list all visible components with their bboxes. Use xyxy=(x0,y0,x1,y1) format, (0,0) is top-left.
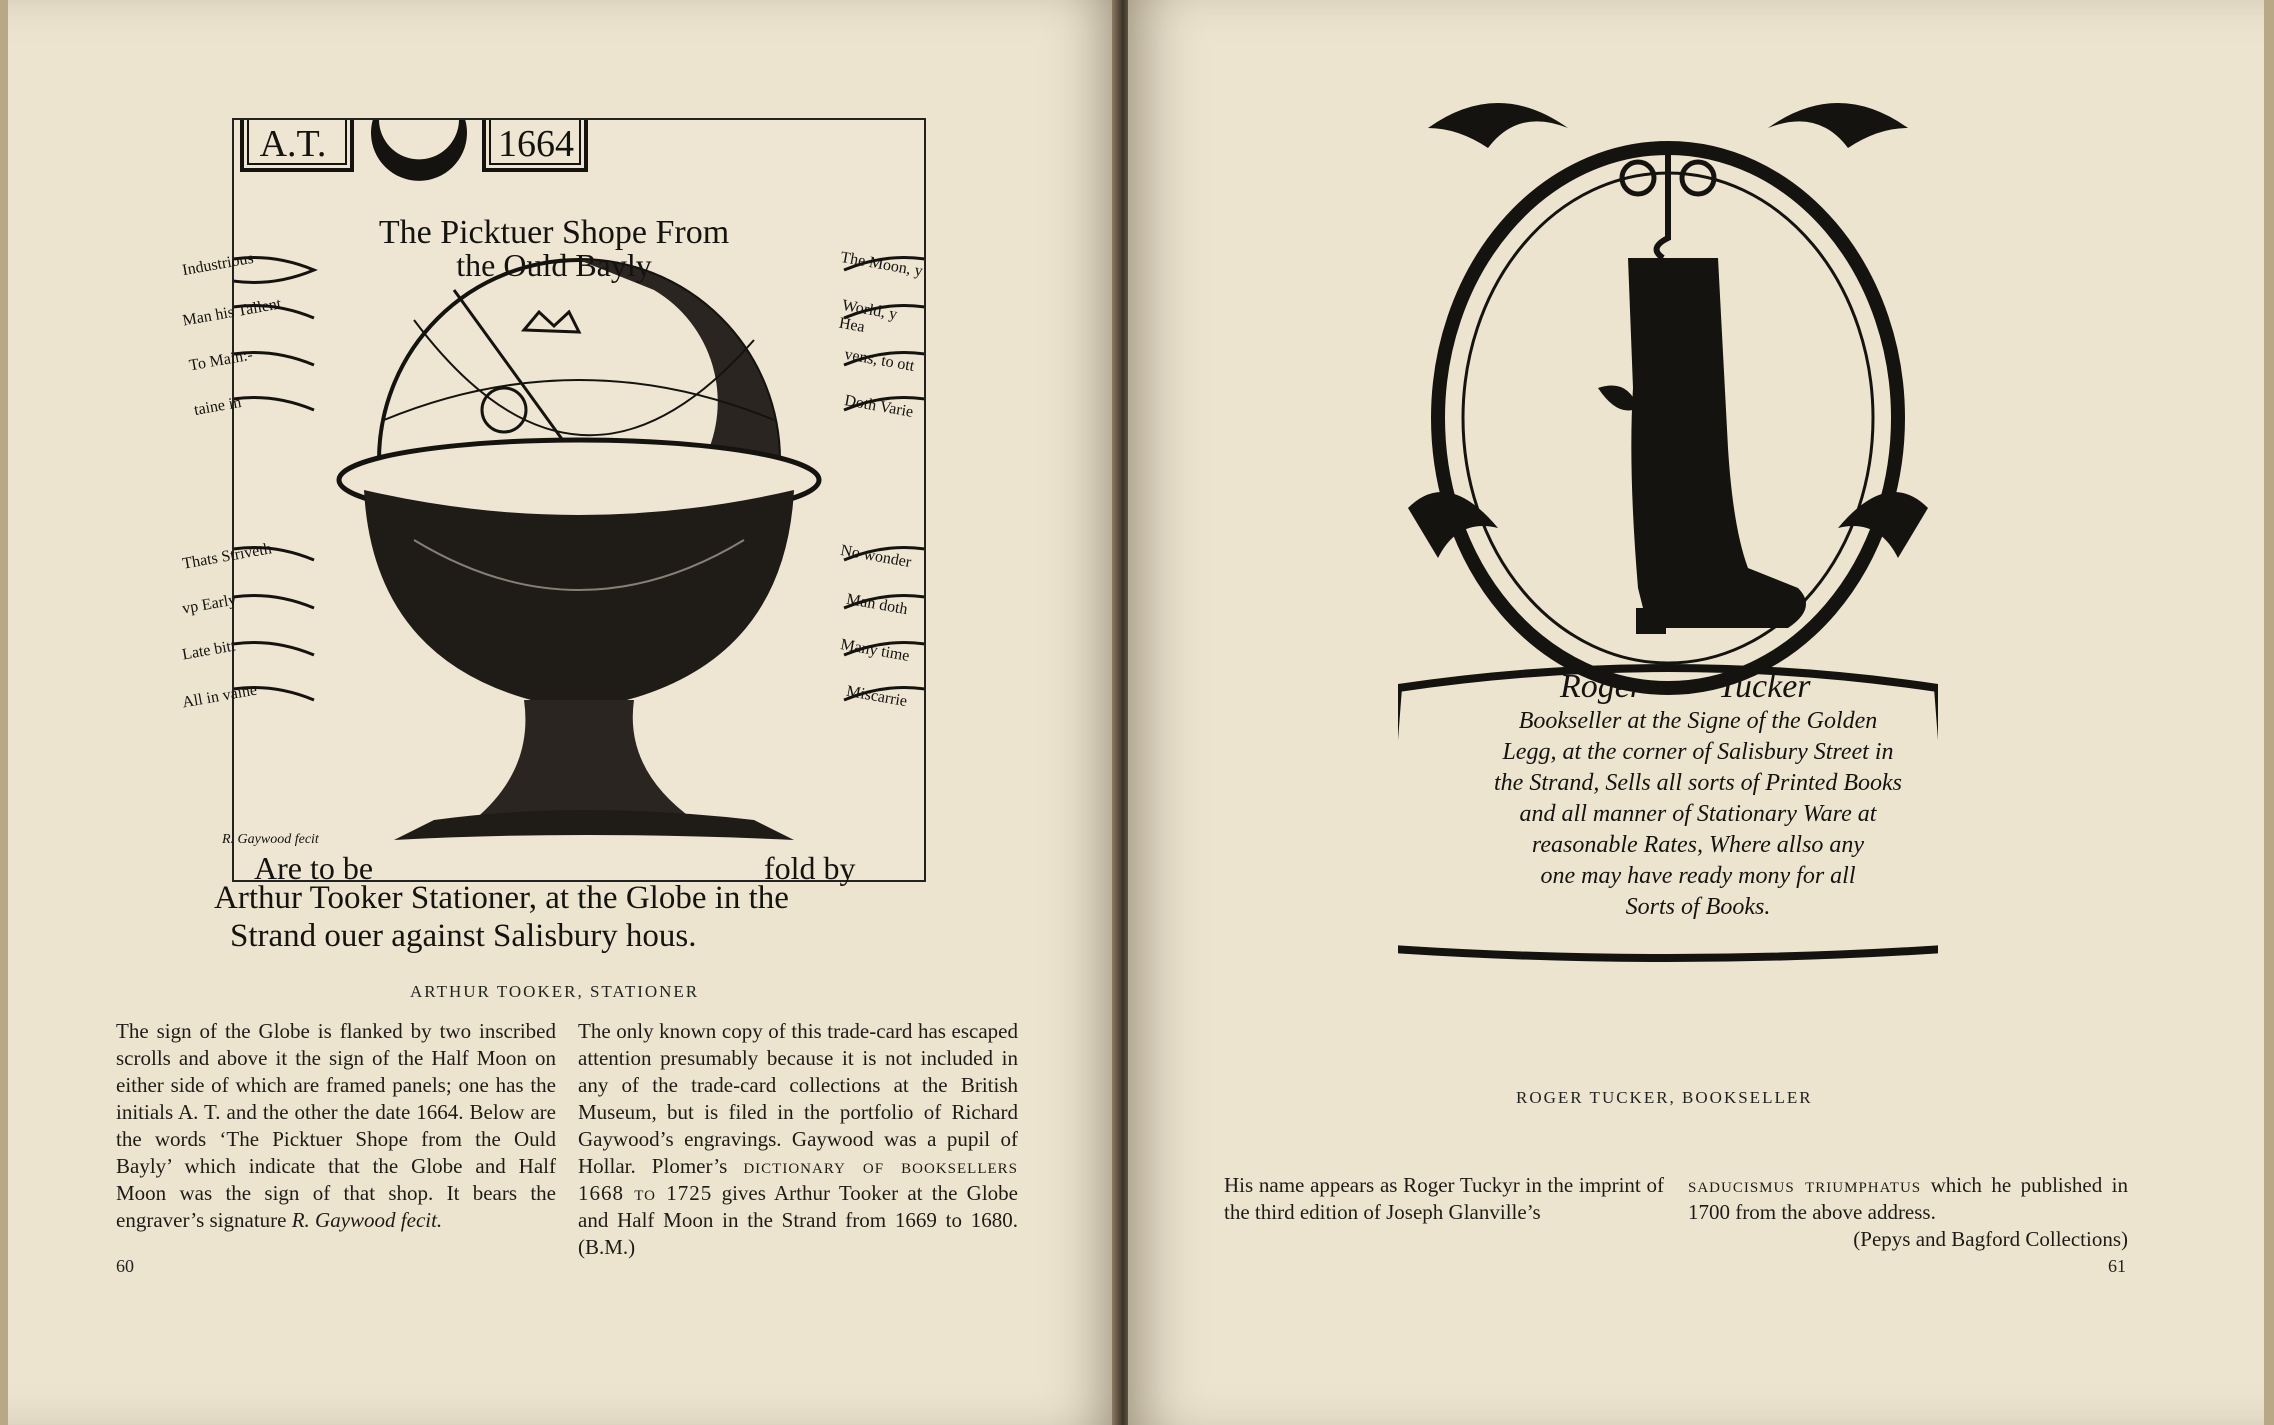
small-caps-title: saducismus triumphatus xyxy=(1688,1173,1922,1197)
caption-right: ROGER TUCKER, BOOKSELLER xyxy=(1516,1088,1813,1107)
engraving-line: one may have ready mony for all xyxy=(1540,863,1856,889)
scroll-left-text: Late bitt xyxy=(180,637,237,664)
engraving-line: the Strand, Sells all sorts of Printed Books xyxy=(1494,770,1902,796)
engraving-bottom-text: fold by xyxy=(764,850,856,886)
left-body-column-2 xyxy=(578,1018,1018,1261)
scroll-left-text: All in vaine xyxy=(181,681,259,712)
scroll-left-text: Thats Striveth xyxy=(181,540,273,573)
engraving-name-first: Roger xyxy=(1560,668,1644,705)
engraving-address-line2: Strand ouer against Salisbury hous. xyxy=(230,918,697,954)
scroll-left-text: vp Early xyxy=(180,591,238,618)
scroll-left-text: taine in xyxy=(192,394,243,420)
scroll-right-text: Man doth xyxy=(845,590,909,619)
date-panel: 1664 xyxy=(498,123,574,165)
engraving-line: Bookseller at the Signe of the Golden xyxy=(1518,708,1878,734)
left-body-column-1 xyxy=(116,1018,556,1234)
caption-left: ARTHUR TOOKER, STATIONER xyxy=(410,982,700,1001)
scroll-right-text: vens, to ott xyxy=(843,346,916,376)
body-text: The sign of the Globe is flanked by two inscribed scrolls and above it the sign of the Half Moon on either side of which are framed panels; one has the initials A. T. and the other the date 1664. Below are the words ‘The Picktuer Shope from the Ould Bayly’ which indicate that the Globe and Half Moon was the sign of that shop. It bears the engraver’s signature xyxy=(116,1019,556,1232)
scroll-right-text: Many time xyxy=(839,636,911,665)
right-page xyxy=(1128,0,2274,1425)
engraver-signature: R. Gaywood fecit xyxy=(222,832,319,847)
scroll-left-text: Industrious xyxy=(180,249,255,280)
body-text: His name appears as Roger Tuckyr in the imprint of the third edition of Joseph Glanville’s xyxy=(1224,1173,1664,1224)
page-edge xyxy=(0,0,8,1425)
engraving-line: Legg, at the corner of Salisbury Street in xyxy=(1502,739,1894,765)
signature-italic: R. Gaywood fecit. xyxy=(291,1208,443,1232)
page-number-left: 60 xyxy=(116,1256,134,1276)
right-body-column-1 xyxy=(1224,1172,1664,1226)
body-text: gives Arthur Tooker at the Globe and Half Moon in the Strand from 1669 to 1680. (B.M.) xyxy=(578,1181,1019,1259)
page-number-right: 61 xyxy=(2108,1256,2126,1276)
engraving-name-last: Tucker xyxy=(1718,668,1811,705)
body-text: which he published in 1700 from the above address. xyxy=(1688,1173,2129,1224)
scroll-left-text: To Main:- xyxy=(187,346,255,375)
collection-credit: (Pepys and Bagford Collections) xyxy=(1853,1227,2128,1251)
scroll-right-text: Miscarrie xyxy=(845,682,909,711)
engraving-line: reasonable Rates, Where allso any xyxy=(1531,832,1865,858)
left-page xyxy=(0,0,1120,1425)
scroll-right-text: Doth Varie xyxy=(843,392,915,421)
engraving-address-block xyxy=(1468,706,1928,923)
page-edge xyxy=(2264,0,2274,1425)
right-body-column-2 xyxy=(1688,1172,2128,1253)
engraving-line: and all manner of Stationary Ware at xyxy=(1519,801,1877,827)
body-text: The only known copy of this trade-card has escaped attention presumably because it is not included in any of the trade-card collections at the British Museum, but is filed in the portfolio of Richard Gaywood’s engravings. Gaywood was a pupil of Hollar. Plomer’s xyxy=(578,1019,1018,1178)
scroll-right-text: No wonder xyxy=(839,541,913,572)
scroll-left-text: Man his Tallent xyxy=(181,295,283,330)
engraving-title-line2: the Ould Bayly xyxy=(456,247,652,283)
engraving-bottom-text: Are to be xyxy=(254,850,374,886)
initials-panel: A.T. xyxy=(259,123,327,165)
engraving-line: Sorts of Books. xyxy=(1625,894,1771,920)
engraving-address-line1: Arthur Tooker Stationer, at the Globe in the xyxy=(214,880,789,916)
scroll-right-text: World, y Hea xyxy=(837,296,899,336)
trade-card-arthur-tooker xyxy=(180,118,926,886)
scroll-right-text: The Moon, y xyxy=(839,248,925,281)
small-caps-title: dictionary of booksellers 1668 to 1725 xyxy=(578,1154,1018,1205)
engraving-title-line1: The Picktuer Shope From xyxy=(378,214,730,251)
